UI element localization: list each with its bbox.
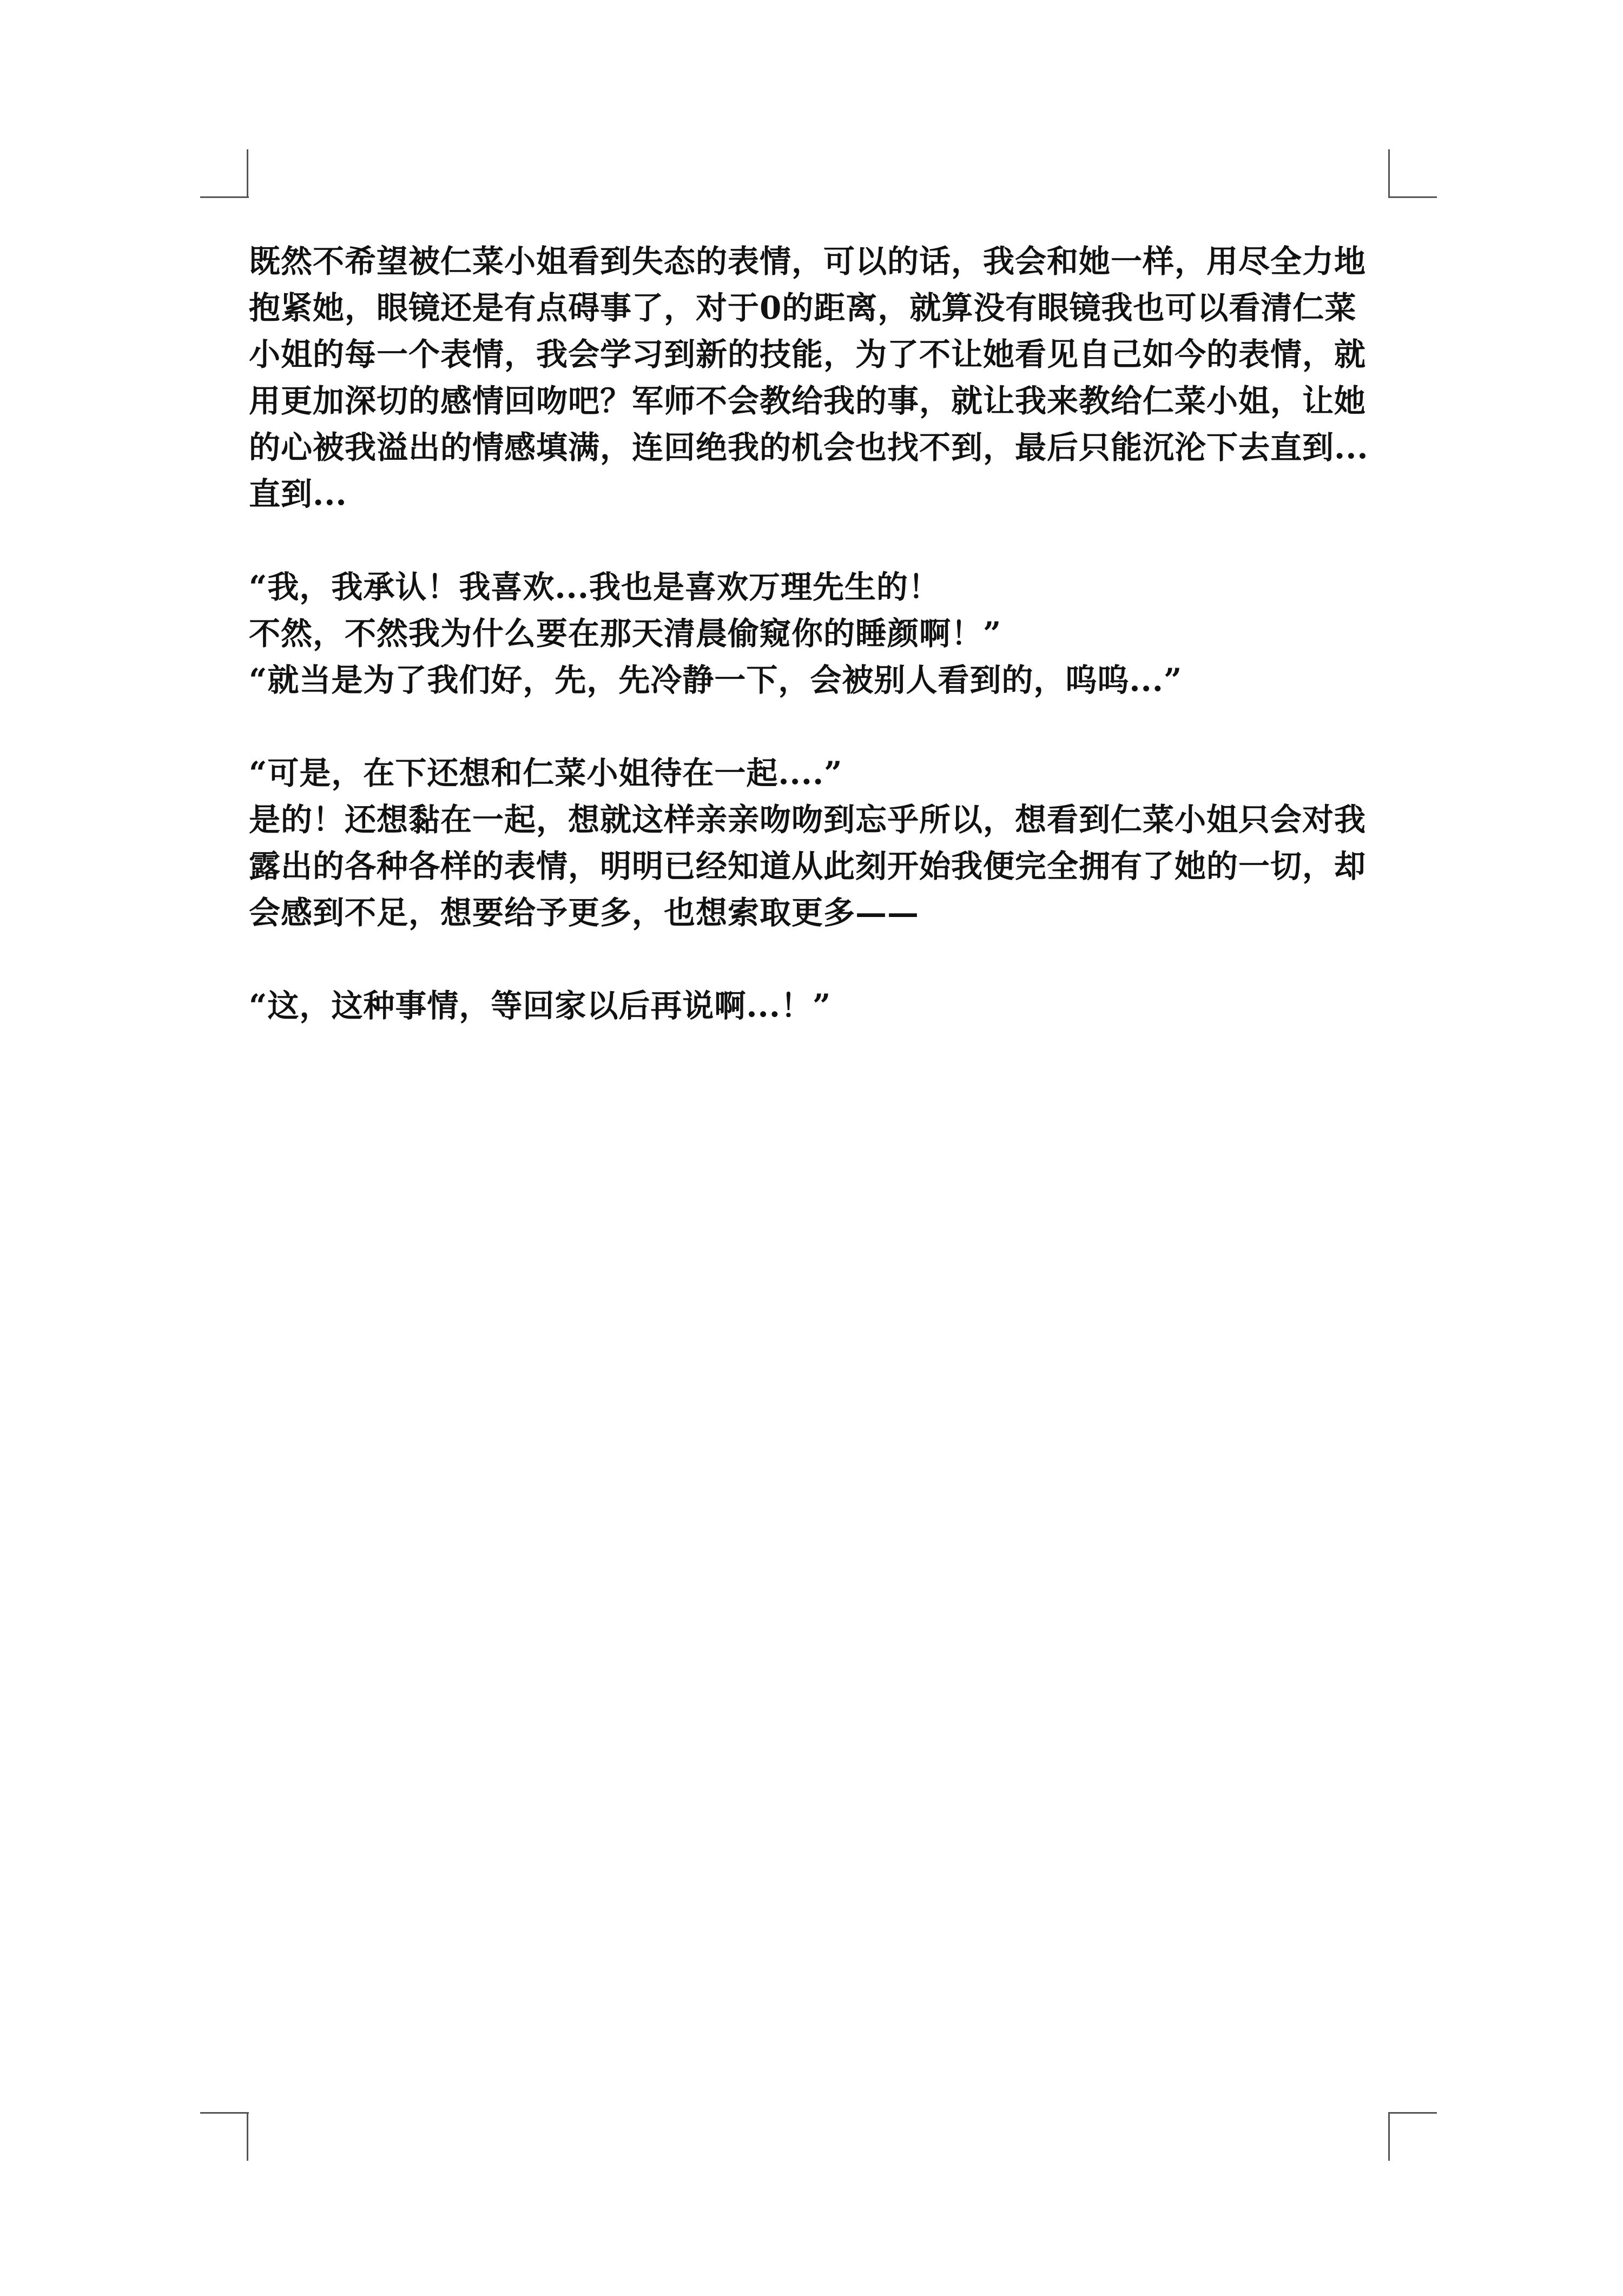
text-line: 小姐的每一个表情，我会学习到新的技能，为了不让她看见自己如今的表情，就 [249, 336, 1367, 373]
crop-mark-bottom-right-vertical [1388, 2112, 1390, 2161]
text-line: 不然，不然我为什么要在那天清晨偷窥你的睡颜啊！” [249, 615, 1002, 652]
crop-mark-top-left-horizontal [200, 196, 249, 198]
text-line: 会感到不足，想要给予更多，也想索取更多—— [249, 894, 920, 931]
text-line: 的心被我溢出的情感填满，连回绝我的机会也找不到，最后只能沉沦下去直到... [249, 429, 1369, 466]
crop-mark-top-left-vertical [247, 149, 248, 198]
text-line: 抱紧她，眼镜还是有点碍事了，对于0的距离，就算没有眼镜我也可以看清仁菜 [249, 289, 1357, 326]
paragraph-dialogue-home [249, 982, 1396, 1029]
page-body-text [249, 238, 1396, 1076]
paragraph-narration [249, 238, 1396, 517]
crop-mark-top-right-horizontal [1388, 196, 1437, 198]
text-line: “我，我承认！我喜欢...我也是喜欢万理先生的！ [249, 569, 940, 605]
text-line: “就当是为了我们好，先，先冷静一下，会被别人看到的，呜呜...” [249, 662, 1183, 698]
text-line: 用更加深切的感情回吻吧？军师不会教给我的事，就让我来教给仁菜小姐，让她 [249, 382, 1367, 419]
crop-mark-bottom-left-horizontal [200, 2112, 249, 2114]
text-line: 露出的各种各样的表情，明明已经知道从此刻开始我便完全拥有了她的一切，却 [249, 848, 1367, 885]
paragraph-dialogue-confession [249, 564, 1396, 703]
text-line: “可是，在下还想和仁菜小姐待在一起....” [249, 755, 843, 791]
text-line: 直到... [249, 476, 347, 512]
crop-mark-top-right-vertical [1388, 149, 1390, 198]
crop-mark-bottom-left-vertical [247, 2112, 248, 2161]
text-line: “这，这种事情，等回家以后再说啊...！” [249, 987, 832, 1024]
text-line: 既然不希望被仁菜小姐看到失态的表情，可以的话，我会和她一样，用尽全力地 [249, 243, 1367, 280]
text-line: 是的！还想黏在一起，想就这样亲亲吻吻到忘乎所以，想看到仁菜小姐只会对我 [249, 801, 1367, 838]
crop-mark-bottom-right-horizontal [1388, 2112, 1437, 2114]
paragraph-dialogue-together [249, 750, 1396, 936]
